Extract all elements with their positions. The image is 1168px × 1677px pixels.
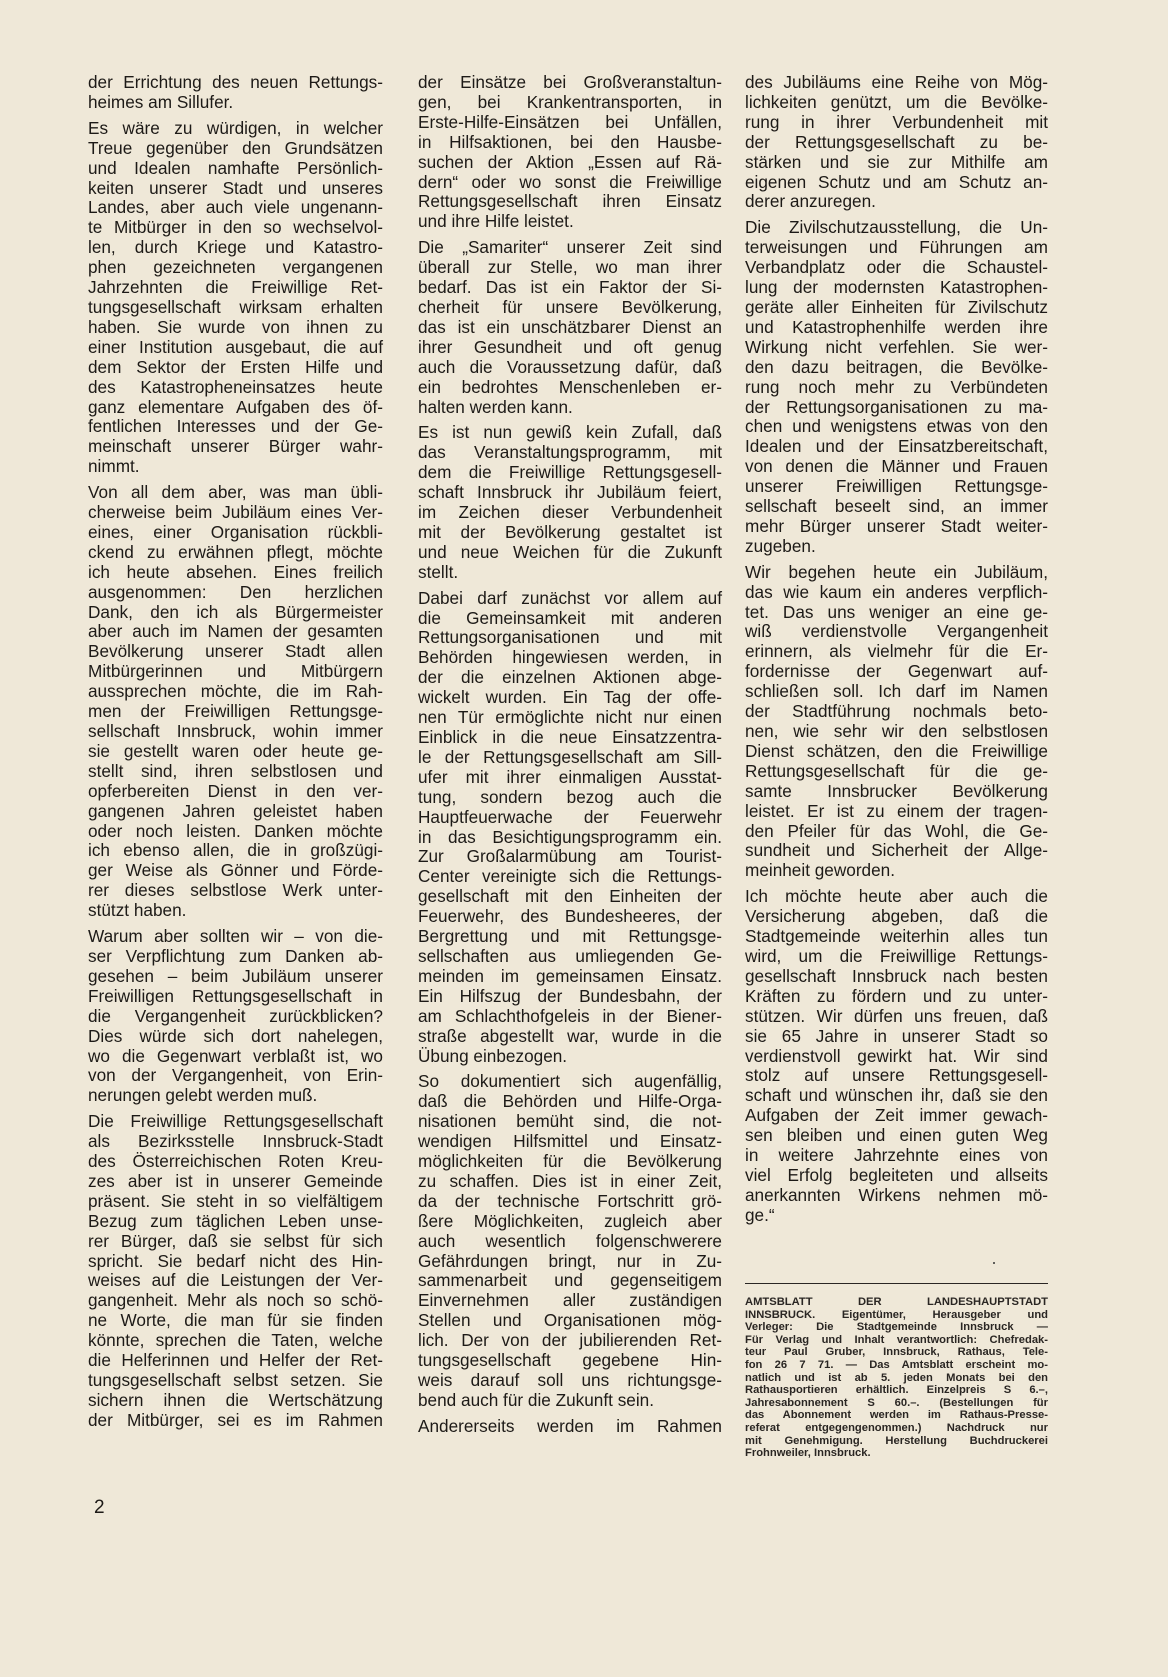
- text-line: am Schlachthofgeleis in der Biener-: [418, 1005, 722, 1026]
- text-line: eigenen Schutz und am Schutz an-: [745, 171, 1048, 192]
- text-line: der Errichtung des neuen Rettungs-: [88, 72, 383, 92]
- text-line: sellschaften aus umliegenden Ge-: [418, 945, 722, 966]
- text-line: und ihre Hilfe leistet.: [418, 211, 574, 232]
- text-line: schaft Innsbruck ihr Jubiläum feiert,: [418, 482, 722, 503]
- imprint-line: natlich und ist ab 5. jeden Monats bei den: [745, 1371, 1048, 1384]
- text-line: Übung einbezogen.: [418, 1045, 568, 1066]
- text-line: Dienst schätzen, den die Freiwillige: [745, 740, 1048, 761]
- text-line: tungsgesellschaft gegebene Hin-: [418, 1350, 722, 1371]
- text-line: das Veranstaltungsprogramm, mit: [418, 442, 722, 463]
- text-line: rer Bürger, daß sie selbst für sich: [88, 1230, 383, 1251]
- text-line: dem Sektor der Ersten Hilfe und: [88, 356, 383, 377]
- text-line: Jahrzehnten die Freiwillige Ret-: [88, 277, 383, 298]
- text-line: zugeben.: [745, 535, 816, 556]
- text-line: Ein Hilfszug der Bundesbahn, der: [418, 985, 722, 1006]
- text-line: weis darauf soll uns richtungsge-: [418, 1370, 722, 1390]
- text-line: Mitbürgerinnen und Mitbürgern: [88, 661, 383, 682]
- paragraph: [88, 483, 383, 921]
- paragraph: [418, 1072, 722, 1410]
- text-line: mehr Bürger unserer Stadt weiter-: [745, 515, 1048, 536]
- text-line: Rettungsorganisationen und mit: [418, 627, 722, 648]
- text-line: Landes, aber auch viele ungenann-: [88, 197, 383, 218]
- text-line: daß die Behörden und Hilfe-Orga-: [418, 1091, 722, 1112]
- text-line: weises auf die Leistungen der Ver-: [88, 1270, 383, 1291]
- text-line: le der Rettungsgesellschaft am Sill-: [418, 746, 722, 767]
- text-line: rung noch mehr zu Verbündeten: [745, 376, 1048, 397]
- text-line: schaft und wünschen ihr, daß sie den: [745, 1085, 1048, 1106]
- text-line: Aufgaben der Zeit immer gewach-: [745, 1105, 1048, 1126]
- text-line: ßere Möglichkeiten, zugleich aber: [418, 1210, 722, 1231]
- text-line: ausgenommen: Den herzlichen: [88, 581, 383, 602]
- text-line: oder noch leisten. Danken möchte: [88, 820, 383, 841]
- text-line: chen und wenigstens etwas von den: [745, 416, 1048, 437]
- text-line: der Einsätze bei Großveranstaltun-: [418, 72, 722, 92]
- text-line: nen Tür ermöglichte nicht nur einen: [418, 707, 722, 728]
- text-line: lich. Der von der jubilierenden Ret-: [418, 1330, 722, 1351]
- text-line: cherheit für unsere Bevölkerung,: [418, 296, 722, 317]
- text-line: Die Zivilschutzausstellung, die Un-: [745, 217, 1048, 238]
- imprint-line: Jahresabonnement S 60.–. (Bestellungen für: [745, 1396, 1048, 1409]
- paragraph: [88, 119, 383, 477]
- text-line: ckend zu erwähnen pflegt, möchte: [88, 541, 383, 562]
- text-line: einer Institution ausgebaut, die auf: [88, 336, 383, 357]
- text-line: suchen der Aktion „Essen auf Rä-: [418, 151, 722, 172]
- text-line: möglichkeiten für die Bevölkerung: [418, 1151, 722, 1172]
- text-line: phen gezeichneten vergangenen: [88, 257, 383, 278]
- text-line: stolz auf unsere Rettungsgesell-: [745, 1065, 1048, 1086]
- text-line: mit der Bevölkerung gestaltet ist: [418, 521, 722, 542]
- print-speck: [993, 1262, 995, 1264]
- text-line: unserer Freiwilligen Rettungsge-: [745, 476, 1048, 497]
- text-line: auch wesentlich folgenschwerere: [418, 1230, 722, 1251]
- column-right: [745, 73, 1048, 1232]
- text-line: Bevölkerung unserer Stadt allen: [88, 641, 383, 662]
- text-line: gangenheit. Mehr als noch so schö-: [88, 1290, 383, 1311]
- text-line: fordernisse der Gegenwart auf-: [745, 661, 1048, 682]
- text-line: sichern ihnen die Wertschätzung: [88, 1389, 383, 1410]
- text-line: und neue Weichen für die Zukunft: [418, 541, 722, 562]
- text-line: das ist ein unschätzbarer Dienst an: [418, 316, 722, 337]
- paragraph: [745, 218, 1048, 556]
- imprint-line: referat entgegengenommen.) Nachdruck nur: [745, 1421, 1048, 1434]
- text-line: ganz elementare Aufgaben des öf-: [88, 396, 383, 417]
- text-line: opferbereiten Dienst in den ver-: [88, 780, 383, 801]
- text-line: sellschaft Innsbruck, wohin immer: [88, 721, 383, 741]
- text-line: wird, um die Freiwillige Rettungs-: [745, 945, 1048, 966]
- imprint-line: Frohnweiler, Innsbruck.: [745, 1447, 871, 1460]
- text-line: lichkeiten genützt, um die Bevölke-: [745, 91, 1048, 112]
- text-line: den Pfeiler für das Wohl, die Ge-: [745, 820, 1048, 841]
- paragraph: [745, 73, 1048, 212]
- paragraph: [745, 887, 1048, 1225]
- text-line: und Katastrophenhilfe werden ihre: [745, 316, 1048, 337]
- text-line: die Gemeinsamkeit mit anderen: [418, 607, 722, 628]
- text-line: ein bedrohtes Menschenleben er-: [418, 376, 722, 397]
- text-line: Dabei darf zunächst vor allem auf: [418, 587, 722, 608]
- text-line: Dank, den ich als Bürgermeister: [88, 601, 383, 622]
- text-line: könnte, sprechen die Taten, welche: [88, 1330, 383, 1351]
- text-line: anerkannten Wirkens nehmen mö-: [745, 1184, 1048, 1205]
- column-middle: [418, 73, 722, 1443]
- text-line: von denen die Männer und Frauen: [745, 456, 1048, 477]
- text-line: wickelt wurden. Ein Tag der offe-: [418, 687, 722, 708]
- text-line: Bergrettung und mit Rettungsge-: [418, 926, 722, 947]
- paragraph: [418, 238, 722, 417]
- text-line: Versicherung abgeben, daß die: [745, 906, 1048, 927]
- text-line: Freiwilligen Rettungsgesellschaft in: [88, 985, 383, 1006]
- text-line: meinheit geworden.: [745, 860, 896, 881]
- text-line: zu schaffen. Dies ist in einer Zeit,: [418, 1170, 722, 1191]
- text-line: haben. Sie wurde von ihnen zu: [88, 316, 383, 337]
- text-line: geräte aller Einheiten für Zivilschutz: [745, 296, 1048, 317]
- text-line: der Mitbürger, sei es im Rahmen: [88, 1409, 383, 1430]
- text-line: ich heute absehen. Eines freilich: [88, 561, 383, 582]
- imprint-line: fon 26 7 71. — Das Amtsblatt erscheint mo-: [745, 1358, 1048, 1371]
- text-line: Stadtgemeinde weiterhin alles tun: [745, 926, 1048, 947]
- text-line: als Bezirksstelle Innsbruck-Stadt: [88, 1131, 383, 1152]
- text-line: des Jubiläums eine Reihe von Mög-: [745, 72, 1048, 92]
- text-line: tung, sondern bezog auch die: [418, 786, 722, 807]
- text-line: gesehen – beim Jubiläum unserer: [88, 965, 383, 986]
- text-line: Es wäre zu würdigen, in welcher: [88, 117, 383, 138]
- text-line: überall zur Stelle, wo man ihrer: [418, 257, 722, 278]
- text-line: sie 65 Jahre in unserer Stadt so: [745, 1025, 1048, 1046]
- paragraph: [418, 1417, 722, 1437]
- text-line: spricht. Sie bedarf nicht des Hin-: [88, 1250, 383, 1271]
- text-line: gesellschaft Innsbruck nach besten: [745, 965, 1048, 986]
- text-line: tet. Das uns weniger an eine ge-: [745, 601, 1048, 622]
- text-line: zes aber ist in unserer Gemeinde: [88, 1170, 383, 1191]
- text-line: viel Erfolg begleiteten und allseits: [745, 1164, 1048, 1185]
- text-line: heimes am Sillufer.: [88, 91, 234, 112]
- text-line: samte Innsbrucker Bevölkerung: [745, 780, 1048, 801]
- imprint-line: mit Genehmigung. Herstellung Buchdruckerei: [745, 1434, 1048, 1447]
- imprint-line: Verleger: Die Stadtgemeinde Innsbruck —: [745, 1321, 1048, 1334]
- text-line: Dies würde sich dort nahelegen,: [88, 1025, 383, 1046]
- imprint: [745, 1296, 1048, 1460]
- text-line: ufer mit ihrer einmaligen Ausstat-: [418, 766, 722, 787]
- text-line: sie gestellt waren oder heute ge-: [88, 740, 383, 761]
- text-line: in weitere Jahrzehnte eines von: [745, 1145, 1048, 1166]
- text-line: wendigen Hilfsmittel und Einsatz-: [418, 1131, 722, 1152]
- text-line: rung in ihrer Verbundenheit mit: [745, 111, 1048, 132]
- text-line: stützt haben.: [88, 900, 187, 921]
- text-line: von der Vergangenheit, von Erin-: [88, 1065, 383, 1086]
- text-line: leistet. Er ist zu einem der tragen-: [745, 800, 1048, 821]
- paragraph: [88, 1112, 383, 1431]
- imprint-line: AMTSBLATT DER LANDESHAUPTSTADT: [745, 1296, 1048, 1308]
- text-line: in Hilfsaktionen, bei den Hausbe-: [418, 131, 722, 152]
- text-line: präsent. Sie steht in so vielfältigem: [88, 1190, 383, 1211]
- text-line: Einblick in die neue Einsatzzentra-: [418, 727, 722, 747]
- text-line: ger Weise als Gönner und Förde-: [88, 860, 383, 881]
- text-line: stellt sind, ihren selbstlosen und: [88, 760, 383, 781]
- text-line: sen bleiben und einen guten Weg: [745, 1125, 1048, 1146]
- text-line: Warum aber sollten wir – von die-: [88, 926, 383, 947]
- text-line: da der technische Fortschritt grö-: [418, 1190, 722, 1211]
- text-line: derer anzuregen.: [745, 191, 876, 212]
- text-line: und Idealen namhafte Persönlich-: [88, 157, 383, 178]
- text-line: ge.“: [745, 1204, 775, 1225]
- text-line: schließen soll. Ich darf im Namen: [745, 681, 1048, 702]
- text-line: gen, bei Krankentransporten, in: [418, 91, 722, 112]
- imprint-line: teur Paul Gruber, Innsbruck, Rathaus, Tele-: [745, 1346, 1048, 1359]
- text-line: bend auch für die Zukunft sein.: [418, 1389, 655, 1410]
- text-line: nimmt.: [88, 456, 140, 477]
- text-line: Stellen und Organisationen mög-: [418, 1310, 722, 1331]
- text-line: dern“ oder wo sonst die Freiwillige: [418, 171, 722, 192]
- text-line: die Helferinnen und Helfer der Ret-: [88, 1350, 383, 1371]
- text-line: das wie kaum ein anderes verpflich-: [745, 581, 1048, 602]
- text-line: Gefährdungen bringt, nur in Zu-: [418, 1250, 722, 1271]
- text-line: Die Freiwillige Rettungsgesellschaft: [88, 1111, 383, 1132]
- paragraph: [88, 73, 383, 113]
- imprint-line: Für Verlag und Inhalt verantwortlich: Chefredak-: [745, 1333, 1048, 1346]
- text-line: Ich möchte heute aber auch die: [745, 886, 1048, 907]
- text-line: der Stadtführung nochmals beto-: [745, 701, 1048, 722]
- text-line: len, durch Kriege und Katastro-: [88, 237, 383, 258]
- text-line: tungsgesellschaft selbst setzen. Sie: [88, 1370, 383, 1390]
- text-line: eines, einer Organisation rückbli-: [88, 521, 383, 542]
- text-line: Hauptfeuerwache der Feuerwehr: [418, 806, 722, 827]
- paragraph: [418, 589, 722, 1067]
- text-line: der Rettungsorganisationen zu ma-: [745, 396, 1048, 417]
- text-line: meinden im gemeinsamen Einsatz.: [418, 965, 722, 986]
- text-line: Verbandplatz oder die Schaustel-: [745, 257, 1048, 278]
- text-line: terweisungen und Führungen am: [745, 237, 1048, 258]
- text-line: straße abgestellt war, wurde in die: [418, 1025, 722, 1046]
- text-line: Die „Samariter“ unserer Zeit sind: [418, 237, 722, 258]
- text-line: men der Freiwilligen Rettungsge-: [88, 701, 383, 722]
- text-line: Center vereinigte sich die Rettungs-: [418, 866, 722, 887]
- text-line: wiß verdienstvolle Vergangenheit: [745, 621, 1048, 642]
- text-line: aussprechen möchte, die im Rah-: [88, 681, 383, 702]
- page-number: 2: [94, 1497, 105, 1518]
- text-line: rer dieses selbstlose Werk unter-: [88, 880, 383, 901]
- text-line: keiten unserer Stadt und unseres: [88, 177, 383, 198]
- paragraph: [745, 563, 1048, 882]
- text-line: Andererseits werden im Rahmen: [418, 1415, 722, 1436]
- text-line: Behörden hingewiesen werden, in: [418, 647, 722, 668]
- text-line: Kräften zu fördern und zu unter-: [745, 985, 1048, 1006]
- column-left: [88, 73, 383, 1437]
- text-line: Idealen und der Einsatzbereitschaft,: [745, 436, 1048, 457]
- text-line: des Katastropheneinsatzes heute: [88, 376, 383, 397]
- imprint-divider: [745, 1283, 1048, 1284]
- text-line: fentlichen Interesses und der Ge-: [88, 416, 383, 437]
- text-line: Wirkung nicht verfehlen. Sie wer-: [745, 336, 1048, 357]
- text-line: nisationen bemüht sind, die not-: [418, 1111, 722, 1132]
- text-line: die Vergangenheit zurückblicken?: [88, 1005, 383, 1026]
- text-line: stützen. Wir dürfen uns freuen, daß: [745, 1005, 1048, 1026]
- imprint-line: INNSBRUCK. Eigentümer, Herausgeber und: [745, 1308, 1048, 1321]
- text-line: te Mitbürger in den so wechselvol-: [88, 217, 383, 238]
- text-line: sammenarbeit und gegenseitigem: [418, 1270, 722, 1291]
- imprint-line: Rathausportieren erhältlich. Einzelpreis S 6.–,: [745, 1384, 1048, 1397]
- text-line: ser Verpflichtung zum Danken ab-: [88, 945, 383, 966]
- text-line: Rettungsgesellschaft für die ge-: [745, 760, 1048, 781]
- text-line: sellschaft beseelt sind, an immer: [745, 496, 1048, 517]
- text-line: der die einzelnen Aktionen abge-: [418, 667, 722, 688]
- text-line: im Zeichen dieser Verbundenheit: [418, 502, 722, 523]
- text-line: gangenen Jahren geleistet haben: [88, 800, 383, 821]
- text-line: verdienstvoll gewirkt hat. Wir sind: [745, 1045, 1048, 1066]
- text-line: nerungen gelebt werden muß.: [88, 1085, 318, 1106]
- text-line: Es ist nun gewiß kein Zufall, daß: [418, 422, 722, 443]
- text-line: erinnern, als vielmehr für die Er-: [745, 641, 1048, 662]
- text-line: Bezug zum täglichen Leben unse-: [88, 1210, 383, 1231]
- text-line: ihrer Gesundheit und oft genug: [418, 336, 722, 357]
- text-line: Zur Großalarmübung am Tourist-: [418, 846, 722, 867]
- text-line: Von all dem aber, was man übli-: [88, 482, 383, 503]
- text-line: ich ebenso allen, die in großzügi-: [88, 840, 383, 861]
- text-line: lung der modernsten Katastrophen-: [745, 277, 1048, 298]
- text-line: Erste-Hilfe-Einsätzen bei Unfällen,: [418, 111, 722, 132]
- text-line: Feuerwehr, des Bundesheeres, der: [418, 906, 722, 927]
- text-line: stellt.: [418, 561, 459, 582]
- text-line: Wir begehen heute ein Jubiläum,: [745, 561, 1048, 582]
- text-line: Einvernehmen aller zuständigen: [418, 1290, 722, 1311]
- text-line: auch die Voraussetzung dafür, daß: [418, 356, 722, 377]
- text-line: gesellschaft mit den Einheiten der: [418, 886, 722, 907]
- text-line: meinschaft unserer Bürger wahr-: [88, 436, 383, 457]
- text-line: den dazu beitragen, die Bevölke-: [745, 356, 1048, 377]
- imprint-line: das Abonnement werden im Rathaus-Presse-: [745, 1409, 1048, 1422]
- text-line: in das Besichtigungsprogramm ein.: [418, 826, 722, 847]
- text-line: der Rettungsgesellschaft zu be-: [745, 131, 1048, 152]
- text-line: ne Worte, die man für sie finden: [88, 1310, 383, 1331]
- text-line: So dokumentiert sich augenfällig,: [418, 1071, 722, 1092]
- text-line: nen, wie sehr wir den selbstlosen: [745, 721, 1048, 741]
- text-line: aber auch im Namen der gesamten: [88, 621, 383, 642]
- text-line: halten werden kann.: [418, 396, 573, 417]
- text-line: tungsgesellschaft wirksam erhalten: [88, 296, 383, 317]
- text-line: bedarf. Das ist ein Faktor der Si-: [418, 277, 722, 298]
- text-line: Rettungsgesellschaft ihren Einsatz: [418, 191, 722, 212]
- text-line: wo die Gegenwart verblaßt ist, wo: [88, 1045, 383, 1066]
- text-line: dem die Freiwillige Rettungsgesell-: [418, 462, 722, 483]
- paragraph: [418, 73, 722, 232]
- paragraph: [418, 423, 722, 582]
- text-line: des Österreichischen Roten Kreu-: [88, 1151, 383, 1172]
- text-line: cherweise beim Jubiläum eines Ver-: [88, 502, 383, 523]
- text-line: stärken und sie zur Mithilfe am: [745, 151, 1048, 172]
- text-line: Treue gegenüber den Grundsätzen: [88, 137, 383, 158]
- paragraph: [88, 927, 383, 1106]
- text-line: sundheit und Sicherheit der Allge-: [745, 840, 1048, 861]
